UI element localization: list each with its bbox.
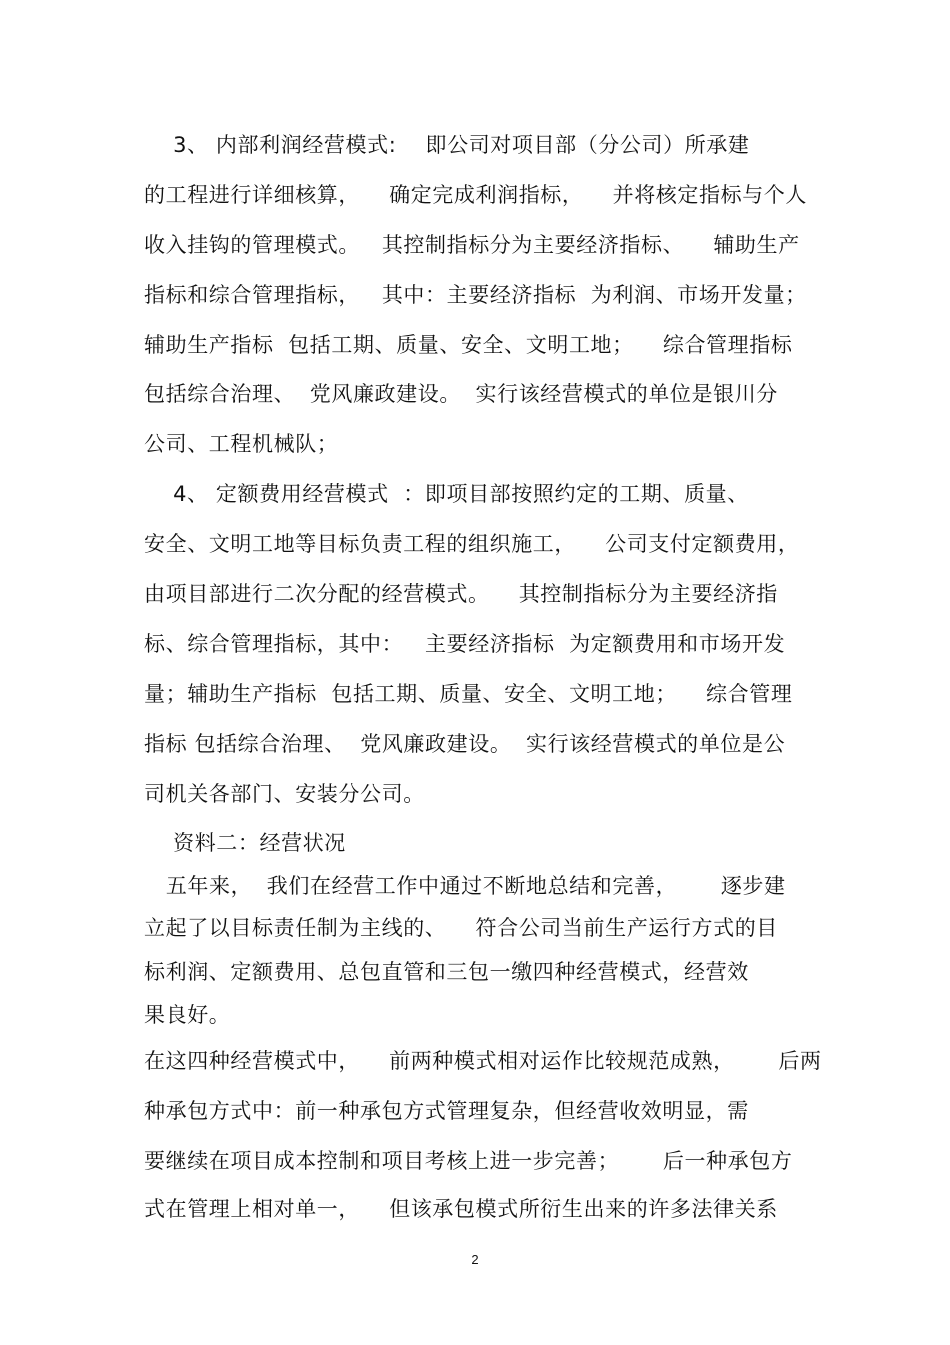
text-line: 立起了以目标责任制为主线的、 符合公司当前生产运行方式的目 bbox=[144, 916, 778, 940]
text-line: 收入挂钩的管理模式。 其控制指标分为主要经济指标、 辅助生产 bbox=[144, 233, 800, 257]
text-line: 式在管理上相对单一， 但该承包模式所衍生出来的许多法律关系 bbox=[144, 1197, 778, 1221]
section-heading: 资料二：经营状况 bbox=[144, 831, 346, 855]
text-line: 包括综合治理、 党风廉政建设。 实行该经营模式的单位是银川分 bbox=[144, 382, 778, 406]
text-line: 3、 内部利润经营模式: 即公司对项目部（分公司）所承建 bbox=[144, 133, 750, 157]
text-line: 五年来， 我们在经营工作中通过不断地总结和完善， 逐步建 bbox=[144, 874, 786, 898]
text-line: 种承包方式中：前一种承包方式管理复杂，但经营收效明显，需 bbox=[144, 1099, 749, 1123]
text-line: 指标和综合管理指标， 其中：主要经济指标 为利润、市场开发量； bbox=[144, 283, 807, 307]
text-line: 公司、工程机械队； bbox=[144, 432, 339, 456]
text-line: 司机关各部门、安装分公司。 bbox=[144, 782, 425, 806]
text-line: 安全、文明工地等目标负责工程的组织施工， 公司支付定额费用， bbox=[144, 532, 800, 556]
text-line: 标、综合管理指标，其中： 主要经济指标 为定额费用和市场开发 bbox=[144, 632, 786, 656]
text-line: 由项目部进行二次分配的经营模式。 其控制指标分为主要经济指 bbox=[144, 582, 778, 606]
text-line: 量；辅助生产指标 包括工期、质量、安全、文明工地； 综合管理 bbox=[144, 682, 793, 706]
text-line: 在这四种经营模式中， 前两种模式相对运作比较规范成熟， 后两 bbox=[144, 1049, 822, 1073]
text-line: 指标 包括综合治理、 党风廉政建设。 实行该经营模式的单位是公 bbox=[144, 732, 786, 756]
text-line: 果良好。 bbox=[144, 1003, 231, 1027]
text-line: 4、 定额费用经营模式 ：即项目部按照约定的工期、质量、 bbox=[144, 482, 749, 506]
text-line: 标利润、定额费用、总包直管和三包一缴四种经营模式，经营效 bbox=[144, 960, 749, 984]
text-line: 要继续在项目成本控制和项目考核上进一步完善； 后一种承包方 bbox=[144, 1149, 793, 1173]
text-line: 的工程进行详细核算， 确定完成利润指标， 并将核定指标与个人 bbox=[144, 183, 807, 207]
text-line: 辅助生产指标 包括工期、质量、安全、文明工地； 综合管理指标 bbox=[144, 333, 793, 357]
page-number: 2 bbox=[471, 1252, 479, 1267]
